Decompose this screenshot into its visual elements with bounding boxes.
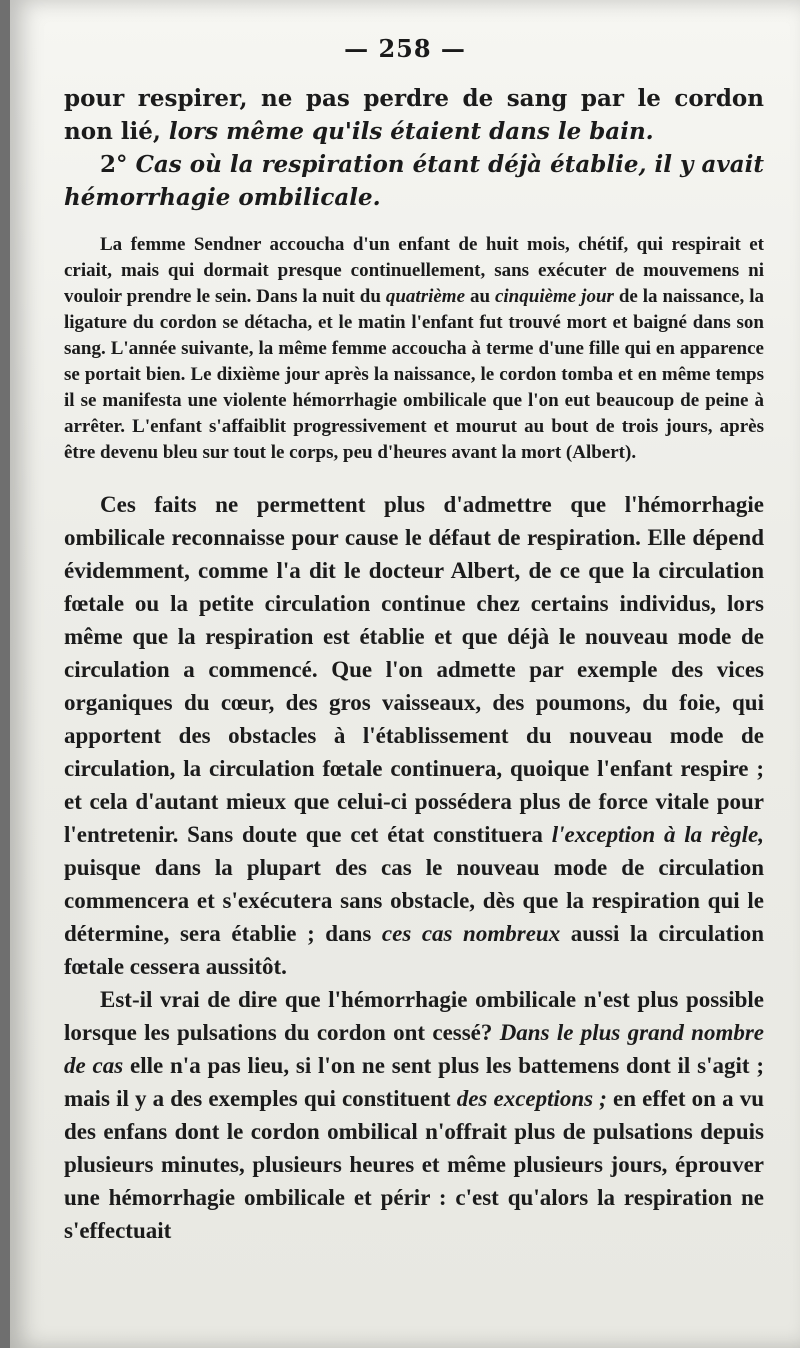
text-segment: pour respirer, ne pas perdre de sang par le cordon non lié,: [64, 85, 764, 145]
book-page: [10, 0, 800, 1348]
italic-text-segment: lors même qu'ils étaient dans le bain.: [168, 118, 654, 145]
text-segment: elle n'a pas lieu, si l'on ne sent plus les battemens dont il s'agit ; mais il y a des exemples qui constituent: [64, 1053, 764, 1111]
text-segment: au: [465, 286, 495, 307]
text-segment: La femme Sendner accoucha d'un enfant de huit mois, chétif, qui respirait et criait, mais qui dormait presque continuellement, sans exécuter de mouvemens ni vouloir prendre le sein. Dans la nuit du: [64, 234, 764, 307]
text-segment: puisque dans la plupart des cas le nouveau mode de circulation commencera et s'exécutera sans obstacle, dès que la respiration qui le détermine, sera établie ; dans: [64, 855, 764, 946]
paragraph: [64, 232, 764, 466]
italic-text-segment: Dans le plus grand nombre de cas: [64, 1020, 765, 1078]
italic-text-segment: Cas où la respiration étant déjà établie, il y avait hémorrhagie ombilicale.: [64, 151, 764, 211]
italic-text-segment: quatrième: [385, 286, 466, 307]
page-number: — 258 —: [344, 34, 466, 63]
italic-text-segment: ces cas nombreux: [381, 921, 561, 946]
paragraph: [64, 82, 764, 148]
text-segment: en effet on a vu des enfans dont le cordon ombilical n'offrait plus de pulsations depuis plusieurs minutes, plusieurs heures et même plusieurs jours, éprouver une hémorrhagie ombilicale et périr : c'est qu'alors la respiration ne s'effectuait: [64, 1086, 765, 1243]
paragraph: [64, 148, 764, 214]
italic-text-segment: des exceptions ;: [456, 1086, 607, 1111]
paragraph: [64, 488, 764, 983]
text-segment: 2°: [100, 151, 136, 178]
text-segment: Ces faits ne permettent plus d'admettre que l'hémorrhagie ombilicale reconnaisse pour cause le défaut de respiration. Elle dépend évidemment, comme l'a dit le docteur Albert, de ce que la circulation fœtale ou la petite circulation continue chez certains individus, lors même que la respiration est établie et que déjà le nouveau mode de circulation a commencé. Que l'on admette par exemple des vices organiques du cœur, des gros vaisseaux, des poumons, du foie, qui apportent des obstacles à l'établissement du nouveau mode de circulation, la circulation fœtale continuera, quoique l'enfant respire ; et cela d'autant mieux que celui-ci possédera plus de force vitale pour l'entretenir. Sans doute que cet état constituera: [64, 492, 764, 847]
paragraph: [64, 983, 764, 1247]
italic-text-segment: l'exception à la règle,: [551, 822, 764, 847]
page-body-text: [64, 82, 764, 1247]
italic-text-segment: cinquième jour: [494, 286, 614, 307]
text-segment: aussi la circulation fœtale cessera aussitôt.: [64, 921, 764, 979]
text-segment: Est-il vrai de dire que l'hémorrhagie ombilicale n'est plus possible lorsque les pulsations du cordon ont cessé?: [64, 987, 764, 1045]
text-segment: de la naissance, la ligature du cordon se détacha, et le matin l'enfant fut trouvé mort et baigné dans son sang. L'année suivante, la même femme accoucha à terme d'une fille qui en apparence se portait bien. Le dixième jour après la naissance, le cordon tomba et en même temps il se manifesta une violente hémorrhagie ombilicale que l'on eut beaucoup de peine à arrêter. L'enfant s'affaiblit progressivement et mourut au bout de trois jours, après être devenu bleu sur tout le corps, peu d'heures avant la mort (Albert).: [64, 286, 764, 463]
